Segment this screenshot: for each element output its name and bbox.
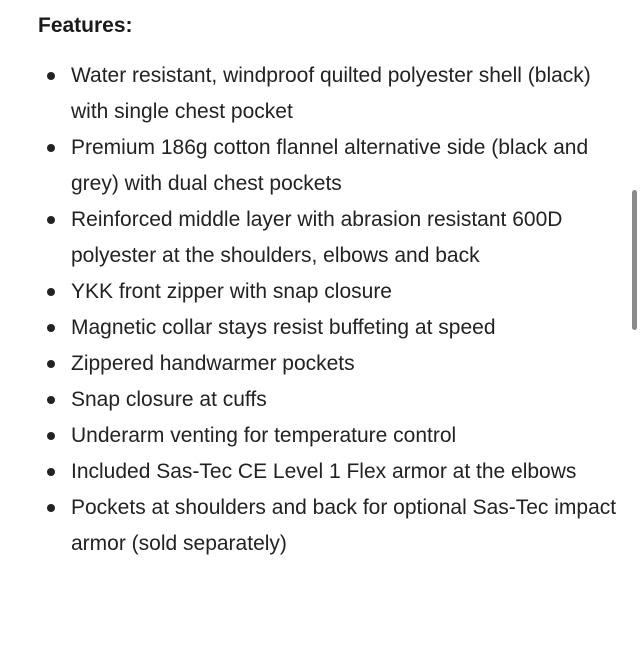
bullet-icon (47, 144, 55, 152)
bullet-icon (47, 432, 55, 440)
feature-text: Underarm venting for temperature control (71, 424, 457, 447)
feature-text: Pockets at shoulders and back for optional Sas-Tec impact armor (sold separately) (71, 496, 617, 555)
features-heading: Features: (38, 14, 133, 37)
feature-text: Magnetic collar stays resist buffeting at speed (71, 316, 496, 339)
feature-item (38, 346, 618, 382)
feature-item (38, 490, 618, 562)
feature-item (38, 202, 618, 274)
bullet-icon (47, 324, 55, 332)
feature-text: Premium 186g cotton flannel alternative side (black and grey) with dual chest pockets (71, 136, 589, 195)
feature-item (38, 382, 618, 418)
bullet-icon (47, 72, 55, 80)
feature-item (38, 418, 618, 454)
bullet-icon (47, 504, 55, 512)
bullet-icon (47, 360, 55, 368)
bullet-icon (47, 288, 55, 296)
feature-item (38, 58, 618, 130)
feature-text: Snap closure at cuffs (71, 388, 267, 411)
feature-text: Included Sas-Tec CE Level 1 Flex armor at the elbows (71, 460, 577, 483)
feature-item (38, 310, 618, 346)
bullet-icon (47, 216, 55, 224)
feature-text: YKK front zipper with snap closure (71, 280, 392, 303)
feature-text: Zippered handwarmer pockets (71, 352, 355, 375)
feature-text: Water resistant, windproof quilted polyester shell (black) with single chest pocket (71, 64, 591, 123)
feature-item (38, 454, 618, 490)
features-section (38, 10, 618, 562)
features-list (38, 58, 618, 562)
vertical-scrollbar[interactable] (632, 190, 637, 330)
feature-text: Reinforced middle layer with abrasion resistant 600D polyester at the shoulders, elbows and back (71, 208, 563, 267)
bullet-icon (47, 396, 55, 404)
feature-item (38, 274, 618, 310)
bullet-icon (47, 468, 55, 476)
feature-item (38, 130, 618, 202)
